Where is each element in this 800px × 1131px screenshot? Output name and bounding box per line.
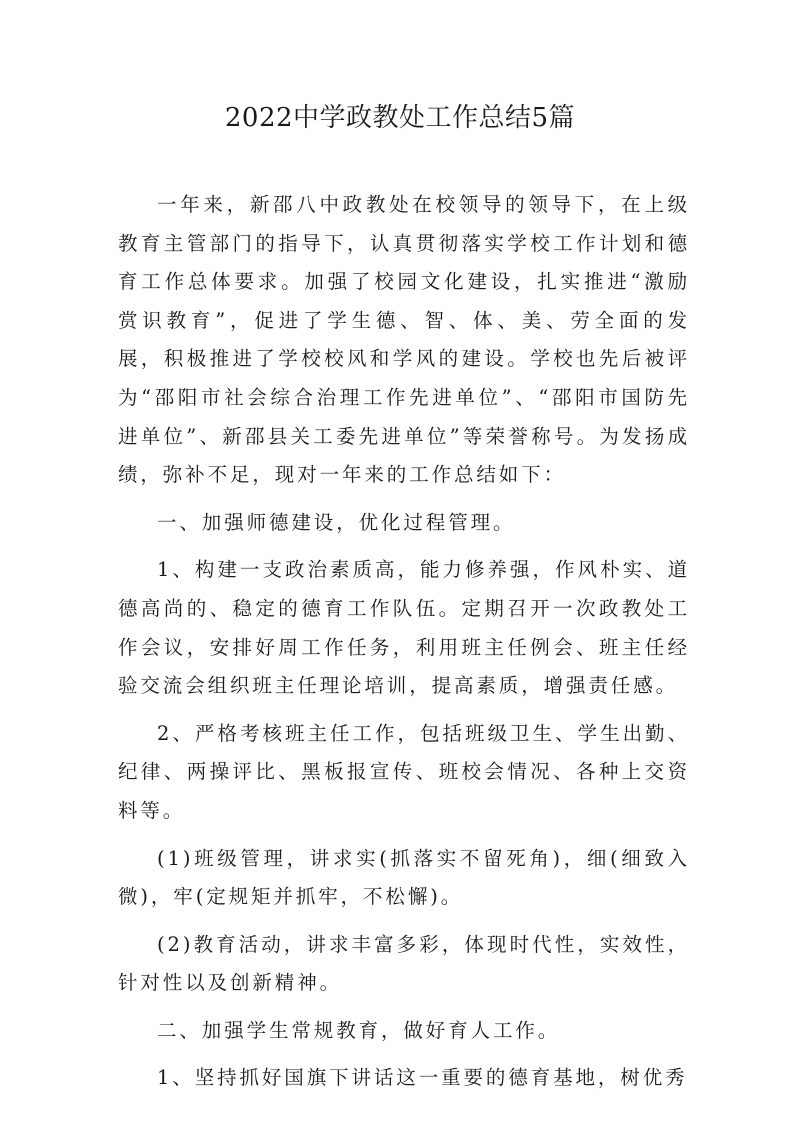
paragraph-subitem-1: (1)班级管理，讲求实(抓落实不留死角)，细(细致入微)，牢(定规矩并抓牢，不松懈)。 bbox=[118, 846, 690, 909]
paragraph-item-1: 1、构建一支政治素质高，能力修养强，作风朴实、道德高尚的、稳定的德育工作队伍。定期召开一次政教处工作会议，安排好周工作任务，利用班主任例会、班主任经验交流会组织班主任理论培训，提高素质，增强责任感。 bbox=[118, 558, 690, 698]
section-heading-2: 二、加强学生常规教育，做好育人工作。 bbox=[157, 1018, 561, 1042]
document-title: 2022中学政教处工作总结5篇 bbox=[224, 103, 576, 133]
paragraph-subitem-2: (2)教育活动，讲求丰富多彩，体现时代性，实效性，针对性以及创新精神。 bbox=[118, 932, 690, 995]
document-body bbox=[118, 186, 690, 1098]
section-heading-1: 一、加强师德建设，优化过程管理。 bbox=[157, 510, 516, 534]
paragraph-intro: 一年来，新邵八中政教处在校领导的领导下，在上级教育主管部门的指导下，认真贯彻落实学校工作计划和德育工作总体要求。加强了校园文化建设，扎实推进“激励赏识教育”，促进了学生德、智、体、美、劳全面的发展，积极推进了学校校风和学风的建设。学校也先后被评为“邵阳市社会综合治理工作先进单位”、“邵阳市国防先进单位”、新邵县关工委先进单位”等荣誉称号。为发扬成绩，弥补不足，现对一年来的工作总结如下： bbox=[118, 193, 690, 487]
paragraph-item-3: 1、坚持抓好国旗下讲话这一重要的德育基地，树优秀 bbox=[157, 1066, 688, 1090]
paragraph-item-2: 2、严格考核班主任工作，包括班级卫生、学生出勤、纪律、两操评比、黑板报宣传、班校会情况、各种上交资料等。 bbox=[118, 721, 690, 822]
